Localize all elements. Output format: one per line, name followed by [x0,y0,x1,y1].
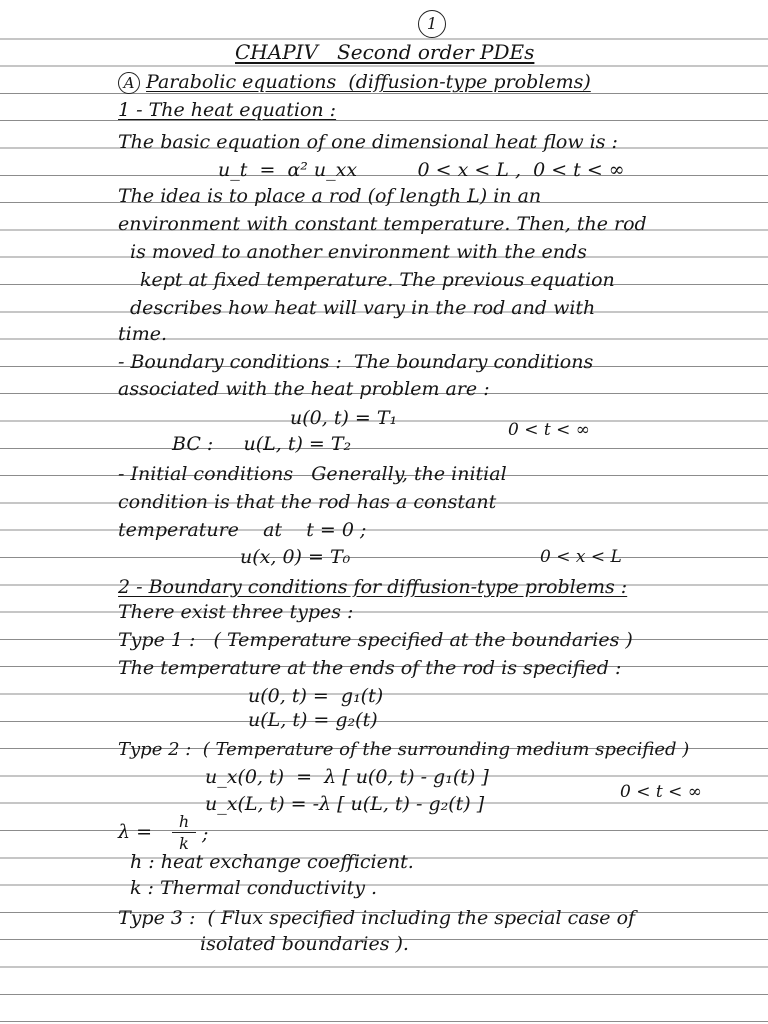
type-2-domain: 0 < t < ∞ [620,782,702,802]
text-line: is moved to another environment with the ends [130,241,587,263]
text-line: The temperature at the ends of the rod is specified : [118,657,622,679]
fraction-semicolon: ; [202,823,209,845]
text-line: isolated boundaries ). [200,933,409,955]
text-line: associated with the heat problem are : [118,378,490,400]
text-line: describes how heat will vary in the rod and with [130,297,596,319]
chapter-title: CHAPIV Second order PDEs [235,40,535,64]
section-a-heading: A Parabolic equations (diffusion-type problems) [118,70,591,94]
boundary-conditions-heading: - Boundary conditions : The boundary conditions [118,351,594,373]
text-line: The basic equation of one dimensional heat flow is : [118,131,618,153]
circled-a-marker: A [118,72,140,94]
section-2-heading: 2 - Boundary conditions for diffusion-type problems : [118,576,628,598]
type-2-formula: u_x(0, t) = λ [ u(0, t) - g₁(t) ] [205,766,489,788]
page-number: 1 [418,10,446,38]
type-3-heading: Type 3 : ( Flux specified including the special case of [118,907,636,929]
ic-domain: 0 < x < L [540,547,622,567]
heat-equation-formula: u_t = α² u_xx 0 < x < L , 0 < t < ∞ [218,159,625,181]
lambda-definition: λ = [118,821,153,843]
text-line: kept at fixed temperature. The previous equation [140,269,615,291]
text-line: environment with constant temperature. Then, the rod [118,213,647,235]
text-line: temperature at t = 0 ; [118,519,367,541]
bc-formula: BC : u(L, t) = T₂ [172,433,352,455]
ic-formula: u(x, 0) = T₀ [240,546,351,568]
fraction-bar [172,832,196,833]
bc-domain: 0 < t < ∞ [508,420,590,440]
text-line: k : Thermal conductivity . [130,877,378,899]
type-2-formula: u_x(L, t) = -λ [ u(L, t) - g₂(t) ] [205,793,485,815]
text-line: time. [118,323,168,345]
type-1-heading: Type 1 : ( Temperature specified at the boundaries ) [118,629,633,651]
type-1-formula: u(0, t) = g₁(t) [248,685,384,707]
bc-formula: u(0, t) = T₁ [290,407,398,429]
type-2-heading: Type 2 : ( Temperature of the surrounding medium specified ) [118,739,690,760]
h-over-k-fraction: h k [172,812,196,853]
text-line: The idea is to place a rod (of length L) in an [118,185,542,207]
heat-equation-heading: 1 - The heat equation : [118,99,337,121]
text-line: condition is that the rod has a constant [118,491,497,513]
type-1-formula: u(L, t) = g₂(t) [248,709,378,731]
text-line: There exist three types : [118,601,354,623]
initial-conditions-heading: - Initial conditions Generally, the initial [118,463,507,485]
text-line: h : heat exchange coefficient. [130,851,414,873]
